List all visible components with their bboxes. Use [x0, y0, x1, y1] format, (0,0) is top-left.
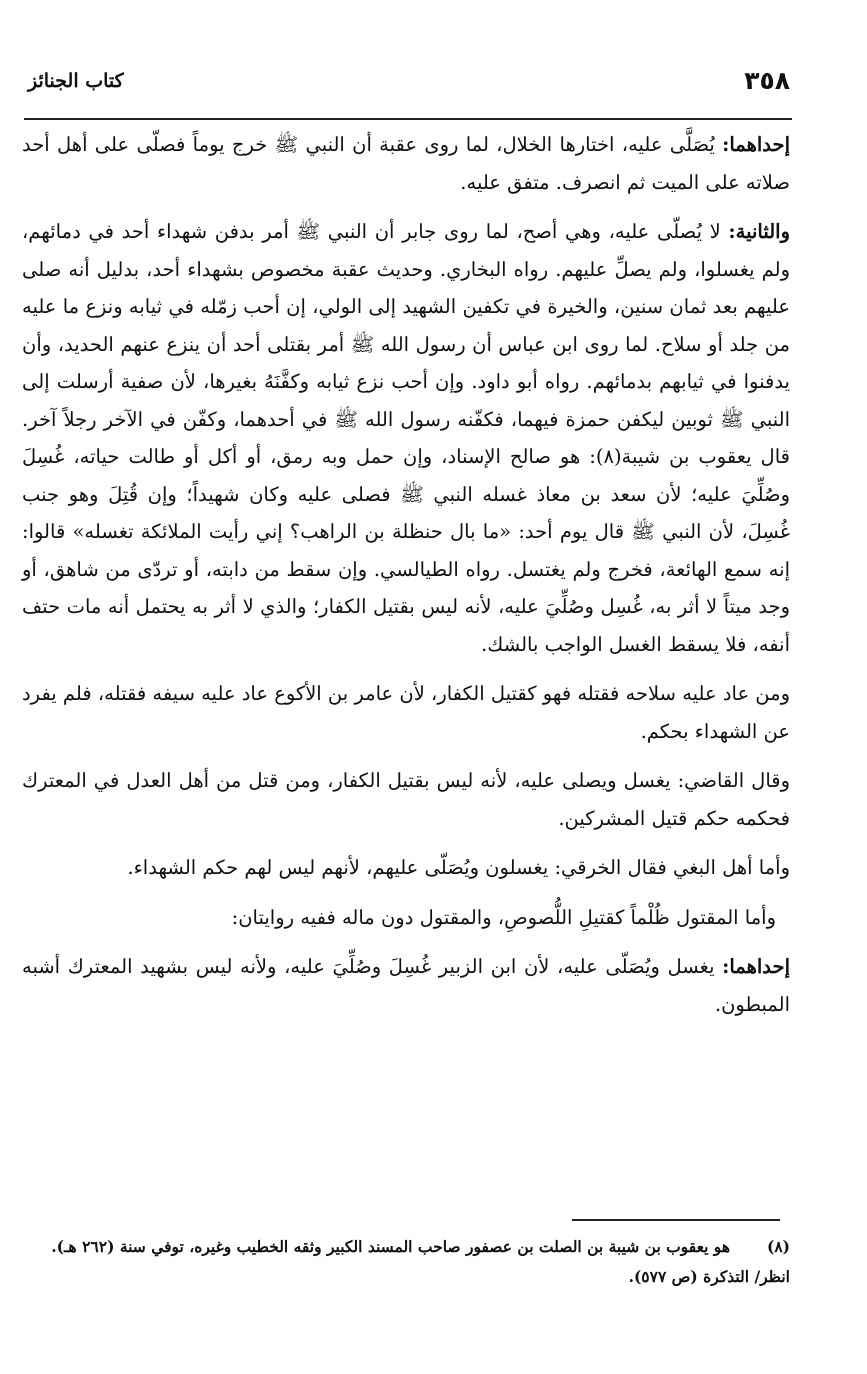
main-text [22, 126, 790, 1035]
paragraph-wrongfully-killed [22, 899, 790, 937]
paragraph-qadi-opinion [22, 762, 790, 837]
paragraph-text: لا يُصلّى عليه، وهي أصح، لما روى جابر أن النبي ﷺ أمر بدفن شهداء أحد في دمائهم، ولم يغسلوا، ولم يصلِّ عليهم. رواه البخاري. وحديث عقبة مخصوص بشهداء أحد، بدليل أنه صلى عليهم بعد ثمان سنين، والخيرة في تكفين الشهيد إلى الولي، إن أحب زمّله في ثيابه ونزع ما عليه من جلد أو سلاح. لما روى ابن عباس أن رسول الله ﷺ أمر بقتلى أحد أن ينزع عنهم الحديد، وأن يدفنوا في ثيابهم بدمائهم. رواه أبو داود. وإن أحب نزع ثيابه وكفَّنَهُ بغيرها، لأن صفية أرسلت إلى النبي ﷺ ثوبين ليكفن حمزة فيهما، فكفّنه رسول الله ﷺ في أحدهما، وكفّن في الآخر رجلاً آخر. قال يعقوب بن شيبة(٨): هو صالح الإسناد، وإن حمل وبه رمق، أو أكل أو طالت حياته، غُسِلَ وصُلِّيَ عليه؛ لأن سعد بن معاذ غسله النبي ﷺ فصلى عليه وكان شهيداً؛ وإن قُتِلَ وهو جنب غُسِلَ، لأن النبي ﷺ قال يوم أحد: «ما بال حنظلة بن الراهب؟ إني رأيت الملائكة تغسله» قالوا: إنه سمع الهائعة، فخرج ولم يغتسل. رواه الطيالسي. وإن سقط من دابته، أو تردّى من شاهق، أو وجد ميتاً لا أثر به، غُسِل وصُلِّيَ عليه، لأنه ليس بقتيل الكفار؛ والذي لا أثر به يحتمل أنه مات حتف أنفه، فلا يسقط الغسل الواجب بالشك. [22, 220, 790, 656]
footnote [16, 1232, 790, 1292]
paragraph-rebels [22, 849, 790, 887]
header-divider [24, 118, 792, 120]
paragraph-own-weapon [22, 675, 790, 750]
paragraph-text: ومن عاد عليه سلاحه فقتله فهو كقتيل الكفار، لأن عامر بن الأكوع عاد عليه سيفه فقتله، فلم يفرد عن الشهداء بحكم. [22, 682, 790, 743]
paragraph-text: وأما المقتول ظُلْماً كقتيلِ اللُّصوصِ، والمقتول دون ماله ففيه روايتان: [231, 905, 776, 929]
footnote-text: هو يعقوب بن شيبة بن الصلت بن عصفور صاحب المسند الكبير وثقه الخطيب وغيره، توفي سنة (٢٦٢ هـ). انظر/ التذكرة (ص ٥٧٧). [51, 1237, 790, 1286]
paragraph-lead: إحداهما: [722, 133, 790, 156]
paragraph-first-of-two [22, 948, 790, 1023]
paragraph-text: يُصَلَّى عليه، اختارها الخلال، لما روى عقبة أن النبي ﷺ خرج يوماً فصلّى على أهل أحد صلاته على الميت ثم انصرف. متفق عليه. [22, 133, 790, 194]
page-header [28, 60, 790, 100]
page-number: ٣٥٨ [744, 66, 790, 95]
paragraph-first-narration [22, 126, 790, 201]
paragraph-text: وأما أهل البغي فقال الخرقي: يغسلون ويُصَلّى عليهم، لأنهم ليس لهم حكم الشهداء. [127, 856, 790, 879]
paragraph-second-narration [22, 213, 790, 663]
paragraph-lead: والثانية: [728, 220, 790, 243]
paragraph-text: يغسل ويُصَلّى عليه، لأن ابن الزبير غُسِلَ وصُلِّيَ عليه، ولأنه ليس بشهيد المعترك أشبه المبطون. [22, 955, 790, 1016]
paragraph-lead: إحداهما: [722, 955, 790, 978]
paragraph-text: وقال القاضي: يغسل ويصلى عليه، لأنه ليس بقتيل الكفار، ومن قتل من أهل العدل في المعترك فحكمه حكم قتيل المشركين. [22, 769, 790, 830]
running-head: كتاب الجنائز [28, 70, 124, 92]
footnote-divider [572, 1219, 780, 1221]
footnote-number: (٨) [766, 1237, 790, 1256]
